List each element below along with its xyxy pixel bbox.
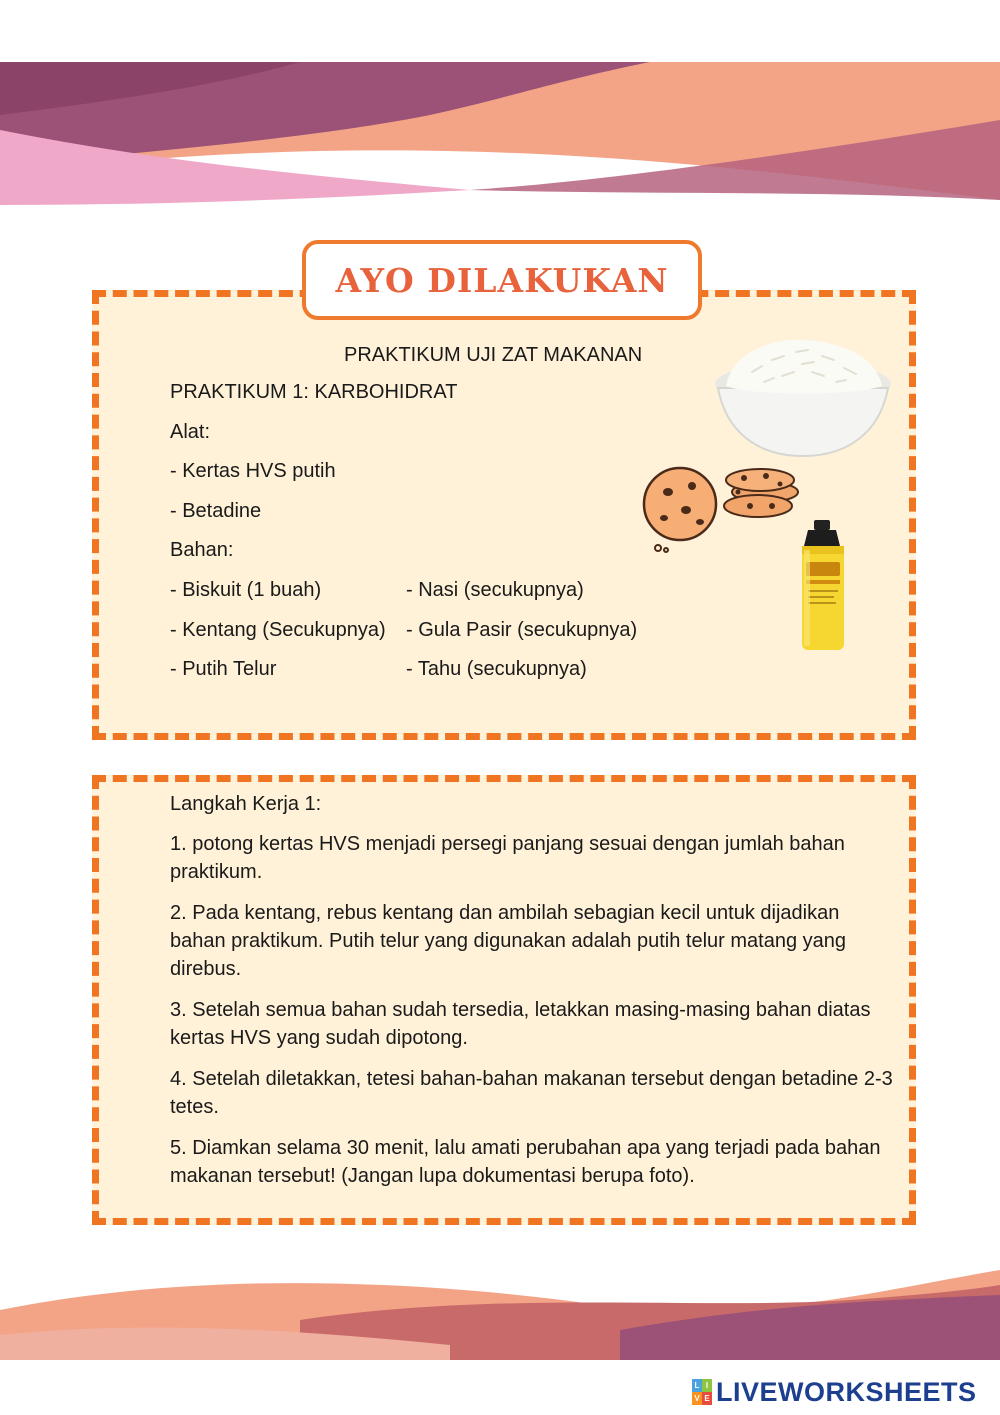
material-item: - Putih Telur	[170, 658, 277, 680]
materials-label: Bahan:	[170, 539, 234, 561]
material-item: - Gula Pasir (secukupnya)	[406, 619, 638, 641]
material-item: - Biskuit (1 buah)	[170, 579, 322, 601]
step-item: 4. Setelah diletakkan, tetesi bahan-bahan makanan tersebut dengan betadine 2-3 tetes.	[170, 1068, 893, 1118]
practicum-subheading: PRAKTIKUM 1: KARBOHIDRAT	[170, 381, 458, 403]
bottom-wave-decoration	[0, 1250, 1000, 1360]
liveworksheets-logo[interactable]	[692, 1375, 977, 1409]
tool-item: - Kertas HVS putih	[170, 460, 336, 482]
tools-label: Alat:	[170, 421, 211, 443]
liveworksheets-badge-icon: L I V E	[692, 1379, 712, 1405]
material-item: - Kentang (Secukupnya)	[170, 619, 386, 641]
banner-title: AYO DILAKUKAN	[335, 260, 669, 300]
tool-item: - Betadine	[170, 500, 262, 522]
material-item: - Tahu (secukupnya)	[406, 658, 587, 680]
brand-name: LIVEWORKSHEETS	[716, 1376, 977, 1407]
cookies-icon	[640, 462, 800, 554]
step-item: 5. Diamkan selama 30 menit, lalu amati perubahan apa yang terjadi pada bahan makanan tersebut! (Jangan lupa dokumentasi berupa foto).	[170, 1137, 881, 1187]
top-wave-decoration	[0, 0, 1000, 230]
step-item: 1. potong kertas HVS menjadi persegi panjang sesuai dengan jumlah bahan praktikum.	[170, 833, 845, 883]
step-item: 2. Pada kentang, rebus kentang dan ambilah sebagian kecil untuk dijadikan bahan praktikum. Putih telur yang digunakan adalah putih telur matang yang direbus.	[170, 902, 847, 980]
step-item: 3. Setelah semua bahan sudah tersedia, letakkan masing-masing bahan diatas kertas HVS yang sudah dipotong.	[170, 999, 871, 1049]
rice-bowl-icon	[712, 332, 894, 460]
practicum-heading: PRAKTIKUM UJI ZAT MAKANAN	[344, 344, 643, 366]
steps-list	[170, 790, 900, 1203]
betadine-bottle-icon	[794, 518, 852, 652]
material-item: - Nasi (secukupnya)	[406, 579, 584, 601]
title-banner	[302, 240, 702, 320]
steps-heading: Langkah Kerja 1:	[170, 793, 322, 815]
